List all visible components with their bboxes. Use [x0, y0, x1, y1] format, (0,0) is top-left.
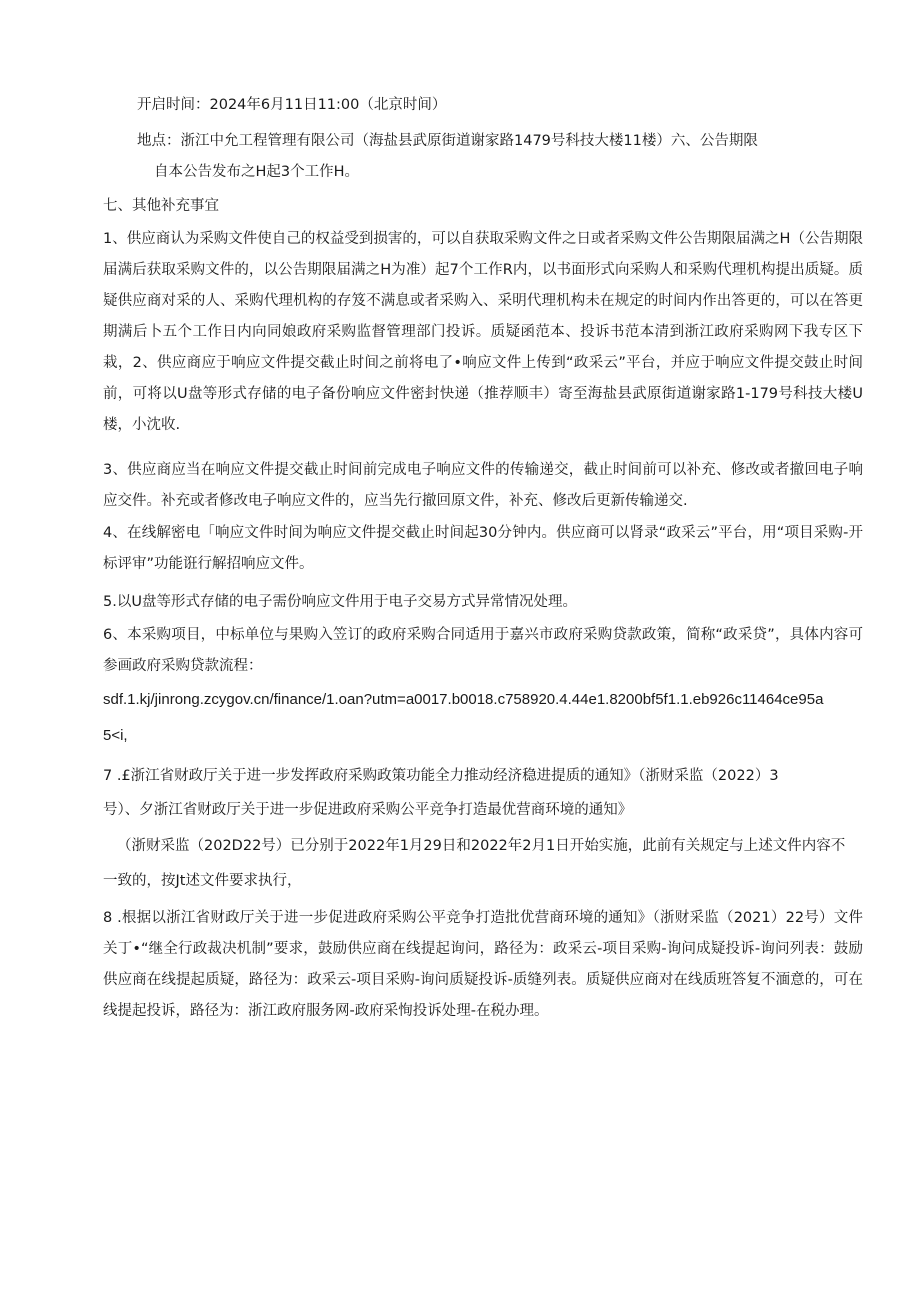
section-7-title: 七、其他补充事宜: [103, 198, 219, 214]
notice-period: 自本公告发布之H起3个工作H。: [154, 164, 360, 180]
item-3-paragraph: 3、供应商应当在响应文件提交截止时间前完成电子响应文件的传输递交，截止时间前可以补充、修改或者撤回电子响应交件。补充或者修改电子响应文件的，应当先行撤回原文件，补充、修改后更新传输递交.: [103, 462, 863, 509]
item-7-line-4: 一致的，按Jt述文件要求执行，: [103, 873, 302, 889]
loan-url-line-2: 5<i,: [103, 727, 128, 744]
item-4-paragraph: 4、在线解密电「响应文件时间为响应文件提交截止时间起30分钟内。供应商可以肾录“政采云”平台，用“项目采购-开标评审”功能诳行解招响应文件。: [103, 525, 863, 572]
loan-url-line-1: sdf.1.kj/jinrong.zcygov.cn/finance/1.oan?utm=a0017.b0018.c758920.4.44e1.8200bf5f1.1.eb926c11464ce95a: [103, 691, 824, 708]
item-7-line-2: 号）、夕浙江省财政厅关于进一步促进政府采购公平竞争打造最优营商环境的通知》: [103, 802, 633, 818]
item-7-line-3: （浙财采监（202D22号）已分别于2022年1月29日和2022年2月1日开始实施，此前有关规定与上述文件内容不: [117, 838, 846, 854]
item-1-paragraph: 1、供应商认为采购文件使自己的权益受到损害的，可以自获取采购文件之日或者采购文件公告期限届满之H（公告期限届满后获取采购文件的，以公告期限届满之H为准）起7个工作R内，以书面形式向采购人和采购代理机构提出质疑。质疑供应商对采的人、采购代理机构的存笈不满息或者采购入、采明代理机构未在规定的时间内作出答更的，可以在答更期满后卜五个工作日内向同娘政府采购监督管理部门投诉。质疑函范本、投诉书范本清到浙江政府采购网下我专区下栽，2、供应商应于响应文件提交截止时间之前将电了•响应文件上传到“政采云”平台，并应于响应文件提交鼓止时间前，可将以U盘等形式存储的电子备份响应文件密封快递（推荐顺丰）寄至海盐县武原街道谢家路1-179号科技大楼U楼，小沈收.: [103, 231, 863, 433]
item-6-paragraph: 6、本采购项目，中标单位与果购入笠订的政府采购合同适用于嘉兴市政府采购贷款政策，简称“政采贷”，具体内容可参画政府采购贷款流程：: [103, 627, 863, 674]
open-time: 开启时间：2024年6月11日11:00（北京时间）: [137, 97, 447, 113]
item-7-line-1: 7 .£浙江省财政厅关于进一步发挥政府采购政策功能全力推动经济稳进提质的通知》（浙财采监（2022）3: [103, 768, 779, 784]
item-8-paragraph: 8 .根据以浙江省财政厅关于进一步促进政府采购公平竞争打造批优营商环境的通知》（浙财采监（2021）22号）文件关丁•“继全行政裁决机制”要求，鼓励供应商在线提起询问，路径为：政采云-项目采购-询问成疑投诉-询问列表：鼓励供应商在线提起质疑，路径为：政采云-项目采购-询问质疑投诉-质缝列表。质疑供应商对在线质班答复不湎意的，可在线提起投诉，路径为：浙江政府服务网-政府采恂投诉处理-在税办理。: [103, 910, 863, 1019]
item-5-paragraph: 5.以U盘等形式存储的电子需份响应文件用于电子交易方式异常情况处理。: [103, 594, 577, 610]
location: 地点：浙江中允工程管理有限公司（海盐县武原街道谢家路1479号科技大楼11楼）六、公告期限: [137, 133, 758, 149]
